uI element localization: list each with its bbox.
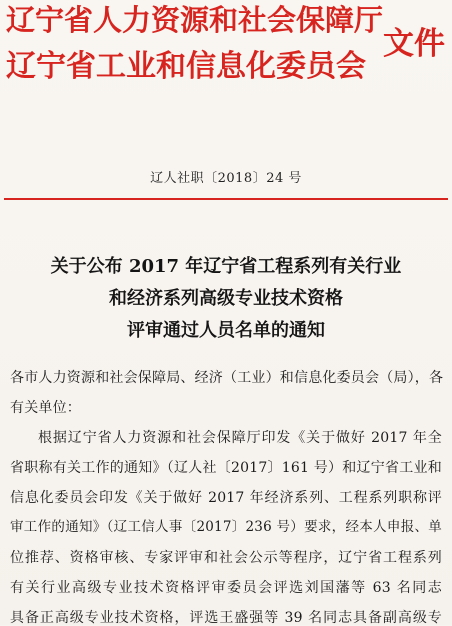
document-number: 辽人社职〔2018〕24 号 [150, 171, 302, 186]
body-line: 省职称有关工作的通知》（辽人社〔2017〕161 号）和辽宁省工业和 [10, 460, 442, 476]
red-divider-line [4, 198, 448, 200]
body-line: 有关行业高级专业技术资格评审委员会评选刘国藩等 63 名同志 [10, 580, 442, 596]
body-line: 根据辽宁省人力资源和社会保障厅印发《关于做好 2017 年全 [38, 430, 442, 446]
body-line: 审工作的通知》（辽工信人事〔2017〕236 号）要求，经本人申报、单 [10, 519, 442, 535]
issuer-name-industry: 辽宁省工业和信息化委员会 [6, 49, 366, 84]
body-line: 具备正高级专业技术资格，评选王盛强等 39 名同志具备副高级专 [10, 610, 442, 626]
body-line: 各市人力资源和社会保障局、经济（工业）和信息化委员会（局），各 [10, 370, 444, 386]
document-word: 文件 [383, 26, 445, 62]
notice-title-line-1: 关于公布 2017 年辽宁省工程系列有关行业 [50, 256, 402, 277]
notice-title-line-2: 和经济系列高级专业技术资格 [109, 288, 343, 309]
body-line: 信息化委员会印发《关于做好 2017 年经济系列、工程系列职称评 [10, 490, 442, 506]
body-line: 位推荐、资格审核、专家评审和社会公示等程序，辽宁省工程系列 [10, 550, 442, 566]
notice-title-line-3: 评审通过人员名单的通知 [127, 320, 325, 341]
body-line: 有关单位： [10, 400, 81, 416]
issuer-name-hrss: 辽宁省人力资源和社会保障厅 [6, 3, 384, 37]
